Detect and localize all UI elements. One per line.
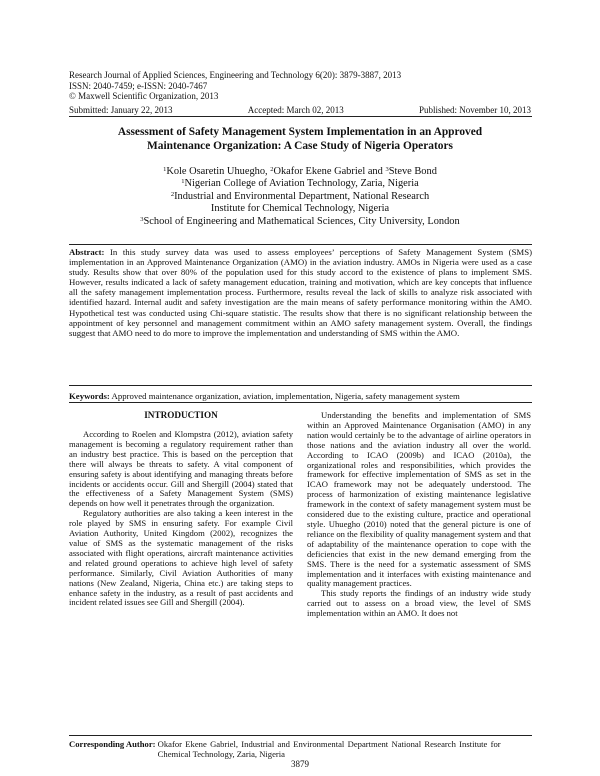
- paragraph: This study reports the findings of an industry wide study carried out to assess on a broad view, the level of SMS implementation within an AMO. It does not: [307, 588, 531, 619]
- journal-citation: Research Journal of Applied Sciences, Engineering and Technology 6(20): 3879-3887, 2013: [69, 70, 402, 80]
- header-divider: [69, 116, 532, 117]
- corresponding-author-text: Okafor Ekene Gabriel, Industrial and Environmental Department National Research Institute for Chemical Technology, Zaria, Nigeria: [157, 739, 501, 759]
- keywords: [69, 391, 532, 401]
- paper-title: [70, 126, 530, 153]
- abstract-label: Abstract:: [69, 247, 105, 257]
- journal-header: [69, 70, 539, 102]
- affiliation-3: $^3$School of Engineering and Mathematical Sciences, City University, London: [140, 215, 460, 227]
- corresponding-author-label: Corresponding Author:: [69, 739, 156, 749]
- paragraph: Understanding the benefits and implementation of SMS within an Approved Maintenance Organisation (AMO) in any nation would certainly be to the advantage of airline operators in those nations and the aviation industry all over the world. According to ICAO (2009b) and ICAO (2010a), the organizational roles and responsibilities, which provides the framework for effective implementation of SMS as set in the ICAO framework may not be adequately understood. The process of harmonization of existing maintenance legislative framework in the context of safety management system must be considered due to the existing culture, practice and operational style. Uhuegho (2010) noted that the general picture is one of reliance on the flexibility of quality management system and that of adaptability of the maintenance operation to cope with the deficiencies that exist in the new demand emerging from the SMS. There is the need for a systematic assessment of SMS implementation and it interfaces with existing maintenance and quality management practices.: [307, 410, 531, 589]
- accepted-date: Accepted: March 02, 2013: [247, 105, 344, 115]
- keywords-label: Keywords:: [69, 391, 110, 401]
- author-name: Okafor Ekene Gabriel and: [273, 166, 386, 177]
- section-heading: INTRODUCTION: [144, 410, 218, 420]
- author-name: Kole Osaretin Uhuegho,: [166, 166, 271, 177]
- keywords-text: Approved maintenance organization, aviation, implementation, Nigeria, safety management system: [109, 391, 460, 401]
- published-date: Published: November 10, 2013: [419, 105, 531, 115]
- right-column: [307, 411, 531, 619]
- page-number: 3879: [291, 759, 309, 769]
- author-block: [70, 166, 530, 228]
- abstract: [69, 247, 532, 338]
- title-line-2: Maintenance Organization: A Case Study of Nigeria Operators: [147, 139, 453, 152]
- footer-divider: [69, 735, 532, 736]
- author-name: Steve Bond: [388, 166, 437, 177]
- affiliation-1: $^1$Nigerian College of Aviation Technology, Zaria, Nigeria: [181, 178, 419, 190]
- affiliation-2-continued: Institute for Chemical Technology, Nigeria: [210, 203, 390, 215]
- abstract-top-divider: [69, 244, 532, 245]
- paragraph: Regulatory authorities are also taking a keen interest in the role played by SMS in ensuring safety. For example Civil Aviation Authority, United Kingdom (2002), recognizes the value of SMS as the systematic management of the risks associated with flight operations, aircraft maintenance activities and related ground operations to achieve high level of safety performance. Similarly, Civil Aviation Authorities of many nations (New Zealand, Nigeria, China etc.) are taking steps to enhance safety in the industry, as a result of past accidents and incident related issues see Gill and Shergill (2004).: [69, 508, 293, 608]
- author-list: $^1$Kole Osaretin Uhuegho, $^2$Okafor Ekene Gabriel and $^3$Steve Bond: [163, 166, 437, 177]
- affiliation-2: $^2$Industrial and Environmental Department, National Research: [170, 190, 430, 202]
- journal-issn: ISSN: 2040-7459; e-ISSN: 2040-7467: [69, 80, 208, 91]
- publication-dates: [69, 105, 531, 115]
- journal-copyright: © Maxwell Scientific Organization, 2013: [69, 91, 219, 101]
- paragraph: According to Roelen and Klompstra (2012), aviation safety management is becoming a regulatory requirement rather than an industry best practice. This is based on the perception that there will always be threats to safety. A vital component of ensuring safety is about identifying and managing threats before incidents or accidents occur. Gill and Shergill (2004) stated that the effectiveness of a Safety Management System (SMS) depends on how well it penetrates through the organization.: [69, 429, 293, 509]
- left-column: [69, 410, 293, 608]
- corresponding-author: [69, 739, 532, 759]
- abstract-text: In this study survey data was used to assess employees’ perceptions of Safety Management System (SMS) implementation in an Approved Maintenance Organization (AMO) in the aviation industry. AMOs in Nigeria were used as a case study. Results show that over 80% of the population used for this study accord to the existence of plans to implement SMS. However, results indicated a lack of safety management education, training and motivation, which are key concepts that influence all the safety management implementation process. Furthermore, results reveal the lack of skills to analyze risk associated with identified hazard. Internal audit and safety investigation are the main means of safety performance monitoring within the AMO. Hypothetical test was conducted using Chi-square statistic. The results show that there is no significant relationship between the appointment of key personnel and management commitment within an AMO safety management system. Overall, the findings suggest that AMO need to do more to improve the implementation and understanding of SMS within the AMO.: [69, 247, 532, 338]
- submitted-date: Submitted: January 22, 2013: [69, 105, 173, 115]
- abstract-bottom-divider: [69, 385, 532, 386]
- keywords-divider: [69, 402, 532, 403]
- title-line-1: Assessment of Safety Management System Implementation in an Approved: [117, 126, 483, 138]
